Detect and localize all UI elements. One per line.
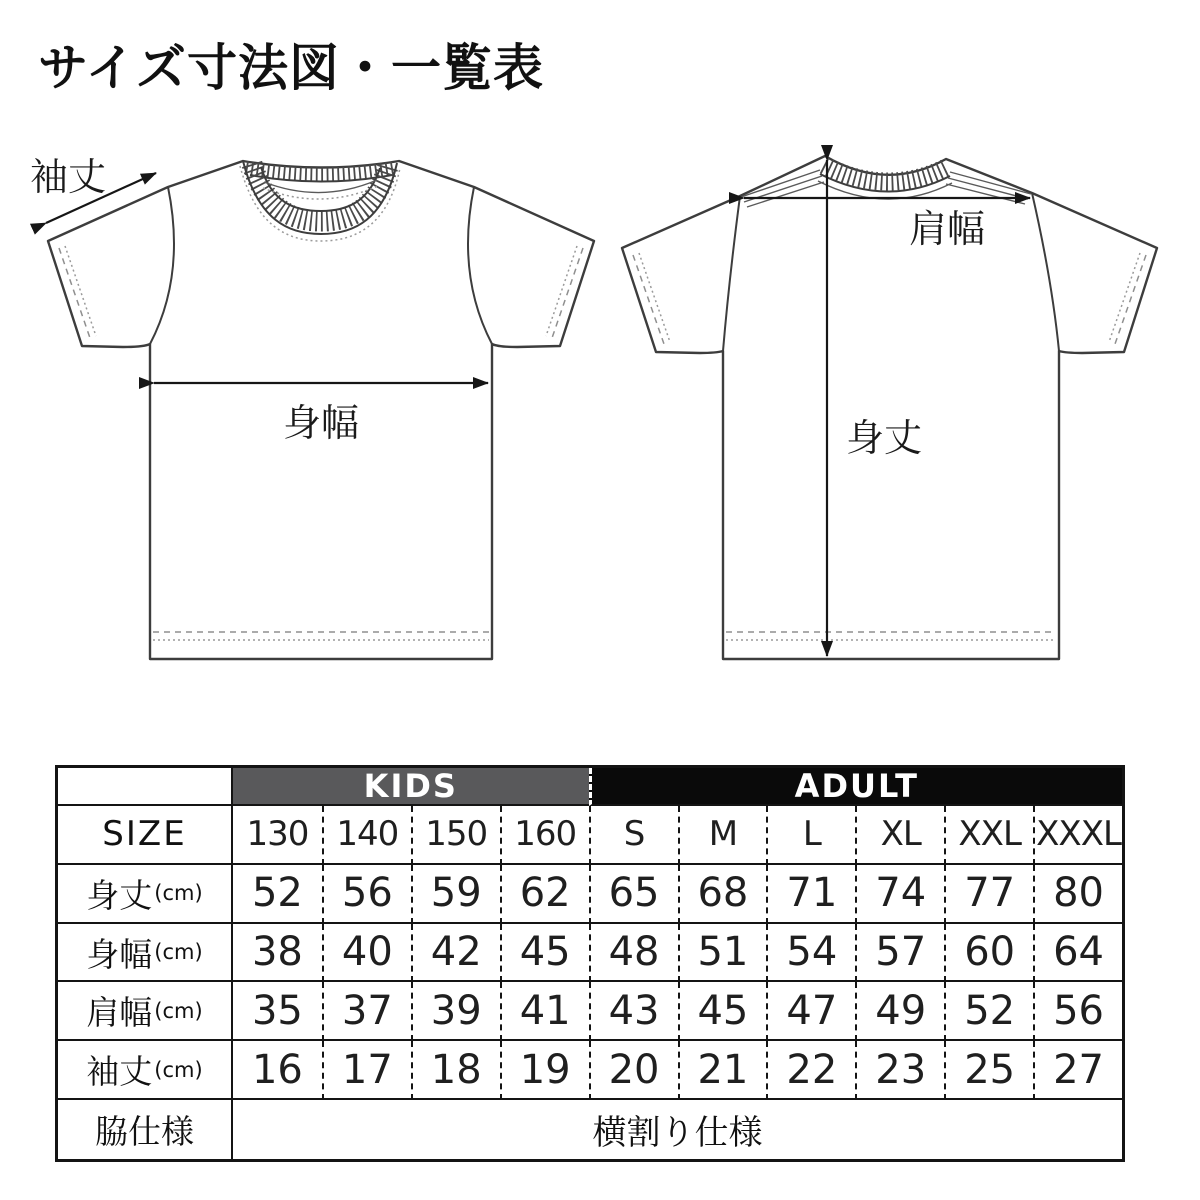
shoulder-width-130: 35 — [233, 982, 322, 1041]
sleeve-length-m: 21 — [678, 1041, 767, 1100]
body-width-s: 48 — [589, 924, 678, 983]
sleeve-length-xxl: 25 — [944, 1041, 1033, 1100]
body-width-160: 45 — [500, 924, 589, 983]
tshirt-back-outline — [622, 156, 1157, 659]
size-col-140: 140 — [322, 806, 411, 865]
size-col-s: S — [589, 806, 678, 865]
shoulder-width-s: 43 — [589, 982, 678, 1041]
shoulder-width-xxxl: 56 — [1033, 982, 1122, 1041]
body-width-130: 38 — [233, 924, 322, 983]
body-width-xl: 57 — [855, 924, 944, 983]
size-col-m: M — [678, 806, 767, 865]
body-length-xxl: 77 — [944, 865, 1033, 924]
shoulder-width-xl: 49 — [855, 982, 944, 1041]
body-width-140: 40 — [322, 924, 411, 983]
shoulder-width-l: 47 — [766, 982, 855, 1041]
body-width-xxl: 60 — [944, 924, 1033, 983]
size-col-130: 130 — [233, 806, 322, 865]
shoulder-width-xxl: 52 — [944, 982, 1033, 1041]
row-unit: (cm) — [154, 940, 203, 965]
row-unit: (cm) — [154, 998, 203, 1023]
body-width-label: 身幅 — [282, 401, 360, 445]
row-header-shoulder-width — [58, 982, 233, 1041]
shoulder-width-140: 37 — [322, 982, 411, 1041]
row-header-size: SIZE — [58, 806, 233, 865]
body-length-xxxl: 80 — [1033, 865, 1122, 924]
body-length-130: 52 — [233, 865, 322, 924]
body-width-xxxl: 64 — [1033, 924, 1122, 983]
sleeve-length-l: 22 — [766, 1041, 855, 1100]
group-header-kids: KIDS — [233, 768, 589, 806]
sleeve-length-160: 19 — [500, 1041, 589, 1100]
size-col-150: 150 — [411, 806, 500, 865]
row-header-body-width — [58, 924, 233, 983]
body-length-l: 71 — [766, 865, 855, 924]
shoulder-width-label: 肩幅 — [908, 207, 986, 251]
sleeve-length-130: 16 — [233, 1041, 322, 1100]
sleeve-length-xxxl: 27 — [1033, 1041, 1122, 1100]
row-label: 身幅 — [86, 934, 153, 974]
size-col-xxl: XXL — [944, 806, 1033, 865]
size-col-xl: XL — [855, 806, 944, 865]
row-header-side-spec: 脇仕様 — [58, 1100, 233, 1159]
body-length-140: 56 — [322, 865, 411, 924]
row-unit: (cm) — [154, 881, 203, 906]
body-width-m: 51 — [678, 924, 767, 983]
page-title: サイズ寸法図・一覧表 — [38, 39, 544, 97]
shoulder-width-m: 45 — [678, 982, 767, 1041]
size-col-l: L — [766, 806, 855, 865]
row-label: 袖丈 — [86, 1052, 153, 1092]
row-header-sleeve-length — [58, 1041, 233, 1100]
sleeve-length-150: 18 — [411, 1041, 500, 1100]
body-width-150: 42 — [411, 924, 500, 983]
row-unit: (cm) — [154, 1057, 203, 1082]
body-length-xl: 74 — [855, 865, 944, 924]
body-length-label: 身丈 — [845, 416, 923, 460]
side-spec-value: 横割り仕様 — [592, 1113, 763, 1154]
size-col-160: 160 — [500, 806, 589, 865]
row-label: 身丈 — [86, 875, 153, 915]
body-length-160: 62 — [500, 865, 589, 924]
tshirt-measurement-diagram — [0, 120, 1200, 700]
tshirt-back-view — [622, 156, 1157, 659]
sleeve-length-xl: 23 — [855, 1041, 944, 1100]
sleeve-length-140: 17 — [322, 1041, 411, 1100]
sleeve-length-label: 袖丈 — [29, 155, 107, 199]
size-col-xxxl: XXXL — [1033, 806, 1122, 865]
body-length-150: 59 — [411, 865, 500, 924]
group-header-adult: ADULT — [589, 768, 1122, 806]
row-label: 肩幅 — [86, 993, 153, 1033]
row-header-body-length — [58, 865, 233, 924]
size-table — [55, 765, 1125, 1162]
shoulder-width-150: 39 — [411, 982, 500, 1041]
sleeve-length-s: 20 — [589, 1041, 678, 1100]
body-length-m: 68 — [678, 865, 767, 924]
body-width-l: 54 — [766, 924, 855, 983]
table-corner-cell — [58, 768, 233, 806]
shoulder-width-160: 41 — [500, 982, 589, 1041]
body-length-s: 65 — [589, 865, 678, 924]
